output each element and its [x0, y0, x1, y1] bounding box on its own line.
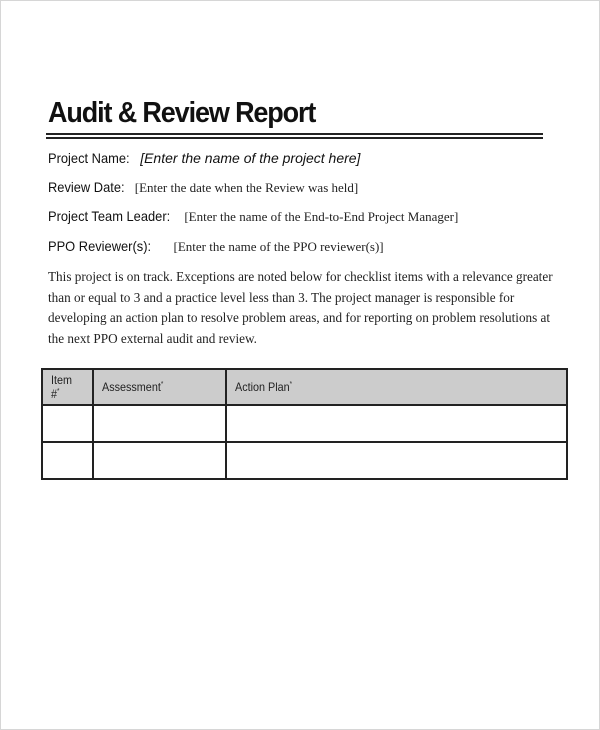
cell-action-plan[interactable]: [226, 405, 567, 442]
project-team-leader-field: [48, 208, 458, 226]
title-double-rule: [46, 133, 543, 139]
summary-paragraph: This project is on track. Exceptions are noted below for checklist items with a relevance greater than or equal to 3 and a practice level less than 3. The project manager is responsible for developing an action plan to resolve problem areas, and for reporting on problem resolutions at the next PPO external audit and review.: [48, 269, 553, 346]
project-name-value[interactable]: [Enter the name of the project here]: [140, 150, 361, 166]
ppo-reviewers-value[interactable]: [Enter the name of the PPO reviewer(s)]: [173, 239, 384, 254]
cell-action-plan[interactable]: [226, 442, 567, 479]
cell-item-number[interactable]: [42, 405, 93, 442]
cell-assessment[interactable]: [93, 442, 226, 479]
table-row: [42, 442, 567, 479]
project-team-leader-value[interactable]: [Enter the name of the End-to-End Project Manager]: [184, 209, 459, 224]
cell-item-number[interactable]: [42, 442, 93, 479]
column-header-assessment: Assessment*: [93, 369, 226, 405]
column-header-item-number: Item #*: [42, 369, 93, 405]
review-date-value[interactable]: [Enter the date when the Review was held]: [134, 180, 359, 195]
ppo-reviewers-label: PPO Reviewer(s):: [48, 238, 152, 254]
ppo-reviewers-field: [48, 238, 384, 256]
review-date-field: [48, 179, 358, 197]
project-team-leader-label: Project Team Leader:: [48, 208, 171, 224]
project-name-label: Project Name:: [48, 150, 130, 166]
cell-assessment[interactable]: [93, 405, 226, 442]
review-date-label: Review Date:: [48, 179, 125, 195]
exceptions-table: [41, 368, 568, 480]
project-name-field: [48, 150, 360, 168]
column-header-action-plan: Action Plan*: [226, 369, 567, 405]
page-title: Audit & Review Report: [48, 97, 316, 129]
table-header-row: [42, 369, 567, 405]
table-row: [42, 405, 567, 442]
